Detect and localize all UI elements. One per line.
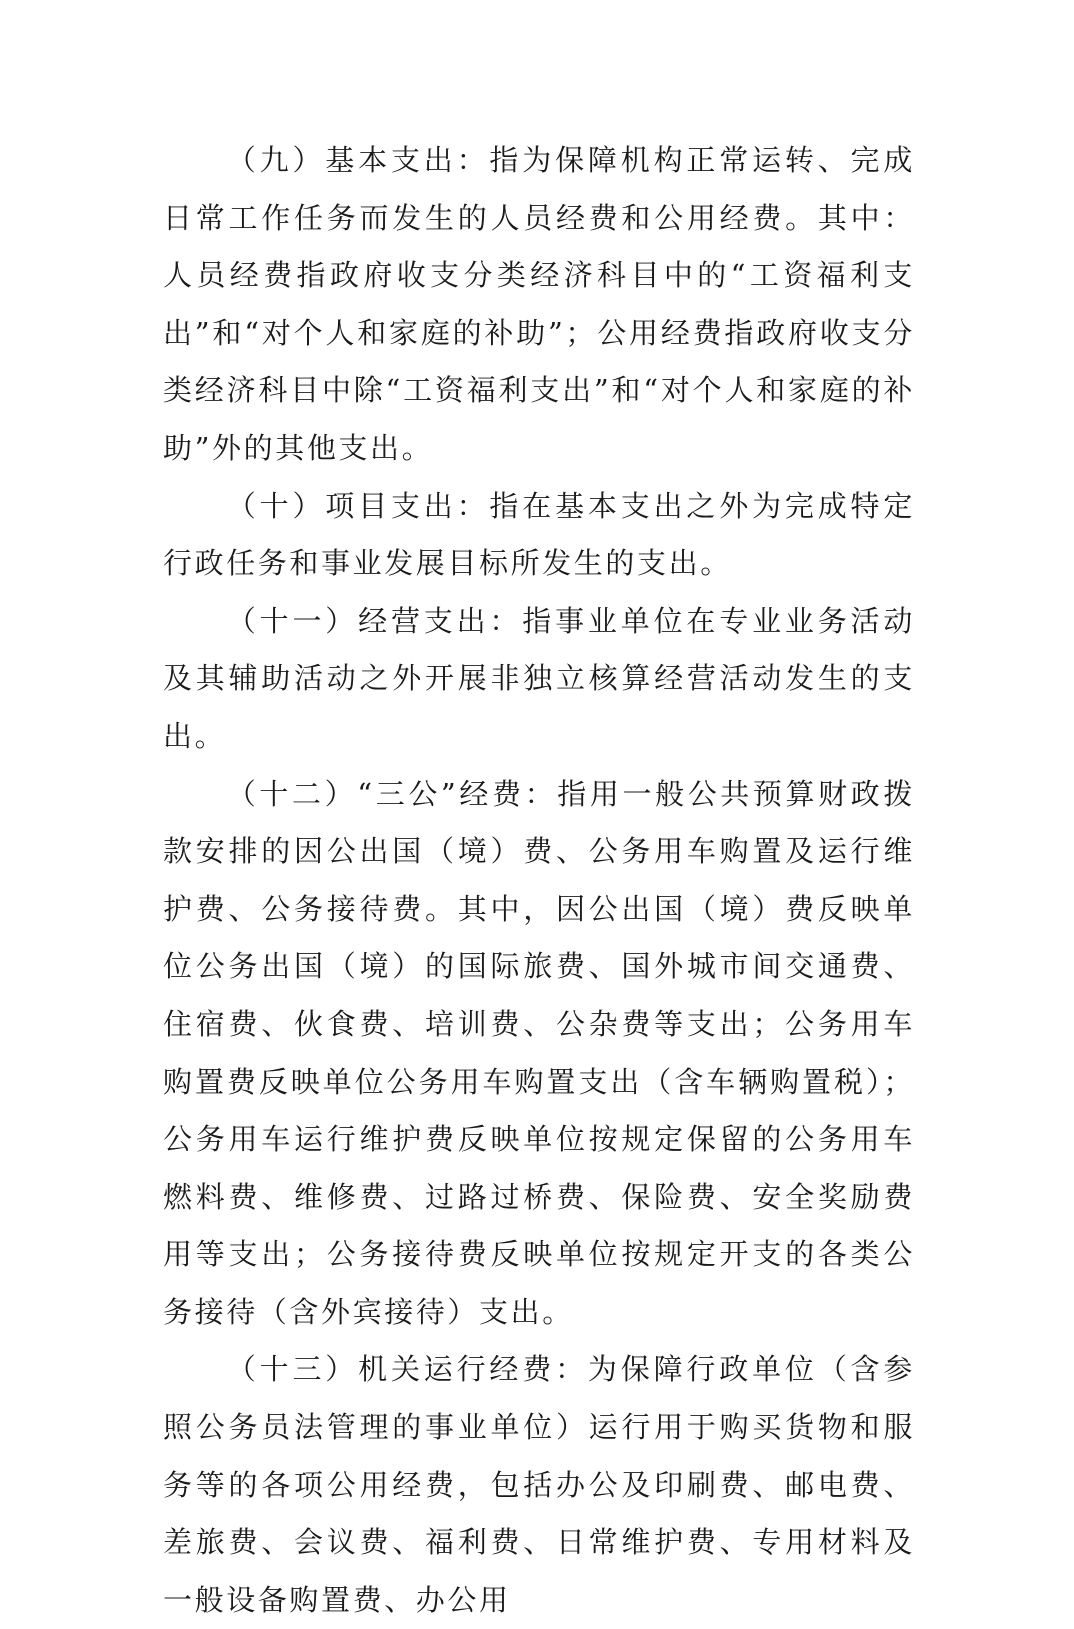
document-body <box>163 132 915 1629</box>
paragraph-three-public-expenses: （十二）“三公”经费：指用一般公共预算财政拨款安排的因公出国（境）费、公务用车购置及运行维护费、公务接待费。其中，因公出国（境）费反映单位公务出国（境）的国际旅费、国外城市间交通费、住宿费、伙食费、培训费、公杂费等支出；公务用车购置费反映单位公务用车购置支出（含车辆购置税）；公务用车运行维护费反映单位按规定保留的公务用车燃料费、维修费、过路过桥费、保险费、安全奖励费用等支出；公务接待费反映单位按规定开支的各类公务接待（含外宾接待）支出。 <box>163 776 915 1329</box>
paragraph-basic-expenditure: （九）基本支出：指为保障机构正常运转、完成日常工作任务而发生的人员经费和公用经费。其中：人员经费指政府收支分类经济科目中的“工资福利支出”和“对个人和家庭的补助”；公用经费指政府收支分类经济科目中除“工资福利支出”和“对个人和家庭的补助”外的其他支出。 <box>163 143 915 465</box>
paragraph-operating-expenditure: （十一）经营支出：指事业单位在专业业务活动及其辅助活动之外开展非独立核算经营活动发生的支出。 <box>163 603 915 753</box>
paragraph-project-expenditure: （十）项目支出：指在基本支出之外为完成特定行政任务和事业发展目标所发生的支出。 <box>163 488 915 581</box>
paragraph-agency-operating-expenses: （十三）机关运行经费：为保障行政单位（含参照公务员法管理的事业单位）运行用于购买货物和服务等的各项公用经费，包括办公及印刷费、邮电费、差旅费、会议费、福利费、日常维护费、专用材料及一般设备购置费、办公用 <box>163 1352 915 1617</box>
